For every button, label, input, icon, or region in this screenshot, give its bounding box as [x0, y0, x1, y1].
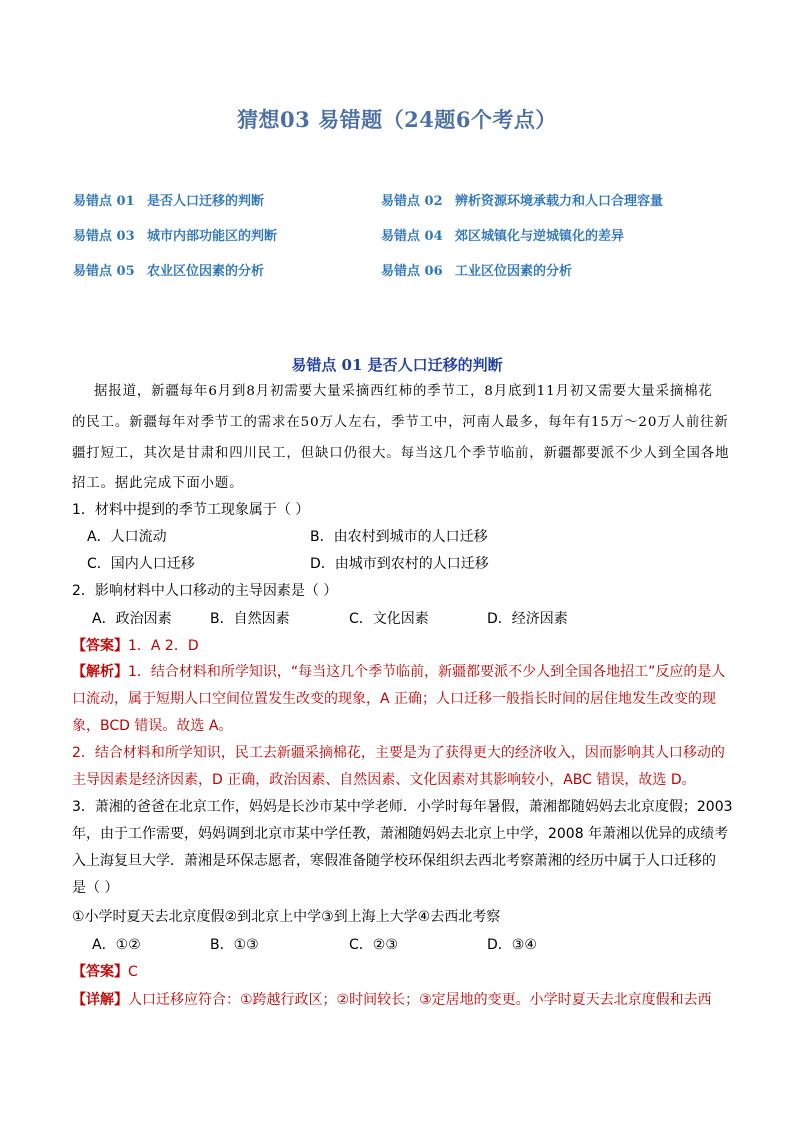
question-3-line: 3．萧湘的爸爸在北京工作，妈妈是长沙市某中学老师．小学时每年暑假，萧湘都随妈妈去北京度假；2003	[72, 799, 733, 815]
toc-item-02[interactable]	[381, 190, 663, 209]
question-3-line: 是（ ）	[72, 880, 119, 896]
toc-item-04[interactable]	[381, 225, 624, 244]
question-2-option-d: D．经济因素	[487, 611, 568, 627]
page-title: 猜想03 易错题（24题6个考点）	[237, 107, 557, 132]
passage-line: 的民工。新疆每年对季节工的需求在50万人左右，季节工中，河南人最多，每年有15万～20万人前往新	[72, 415, 729, 430]
passage-line: 据报道，新疆每年6月到8月初需要大量采摘西红柿的季节工，8月底到11月初又需要大量采摘棉花	[94, 384, 713, 399]
toc-item-01[interactable]	[73, 190, 264, 209]
question-2-option-b: B．自然因素	[210, 611, 290, 627]
question-1-option-b: B．由农村到城市的人口迁移	[310, 529, 488, 545]
analysis-tag: 【解析】	[72, 664, 128, 680]
analysis-line-5: 主导因素是经济因素，D 正确，政治因素、自然因素、文化因素对其影响较小，ABC 错误，故选 D。	[72, 772, 696, 788]
toc-item-number: 易错点 01	[73, 194, 135, 209]
toc-item-number: 易错点 03	[73, 229, 135, 244]
answer-tag: 【答案】	[72, 638, 128, 654]
answer-block-3	[72, 961, 138, 981]
question-3-line: 年，由于工作需要，妈妈调到北京市某中学任教，萧湘随妈妈去北京上中学，2008 年萧湘以优异的成绩考	[72, 826, 729, 842]
question-3-option-b: B．①③	[210, 937, 259, 953]
answer-block-1	[72, 635, 199, 655]
question-2-stem: 2．影响材料中人口移动的主导因素是（ ）	[72, 583, 338, 599]
toc-item-03[interactable]	[73, 225, 277, 244]
question-2-option-a: A．政治因素	[92, 611, 172, 627]
toc-item-number: 易错点 06	[381, 264, 443, 279]
question-3-line: 入上海复旦大学．萧湘是环保志愿者，寒假准备随学校环保组织去西北考察萧湘的经历中属于人口迁移的	[72, 853, 716, 869]
analysis-line-1	[72, 661, 725, 681]
question-3-option-c: C．②③	[349, 937, 398, 953]
question-1-option-a: A．人口流动	[87, 529, 167, 545]
question-1-option-d: D．由城市到农村的人口迁移	[310, 556, 489, 572]
toc-item-number: 易错点 02	[381, 194, 443, 209]
question-3-choices: ①小学时夏天去北京度假②到北京上中学③到上海上大学④去西北考察	[72, 909, 501, 925]
detail-line	[72, 989, 712, 1009]
detail-text: 人口迁移应符合：①跨越行政区；②时间较长；③定居地的变更。小学时夏天去北京度假和去西	[128, 992, 712, 1008]
toc-item-number: 易错点 04	[381, 229, 443, 244]
toc-item-number: 易错点 05	[73, 264, 135, 279]
question-2-option-c: C．文化因素	[349, 611, 429, 627]
analysis-line-2: 口流动，属于短期人口空间位置发生改变的现象，A 正确；人口迁移一般指长时间的居住地发生改变的现	[72, 691, 717, 707]
toc-item-label: 工业区位因素的分析	[455, 264, 573, 279]
toc-item-label: 郊区城镇化与逆城镇化的差异	[455, 229, 625, 244]
analysis-text: 1．结合材料和所学知识，“每当这几个季节临前，新疆都要派不少人到全国各地招工”反应的是人	[128, 664, 726, 680]
question-3-option-a: A．①②	[92, 937, 141, 953]
passage-line: 疆打短工，其次是甘肃和四川民工，但缺口仍很大。每当这几个季节临前，新疆都要派不少人到全国各地	[72, 446, 730, 461]
answer-text: 1．A 2．D	[128, 638, 199, 654]
detail-tag: 【详解】	[72, 992, 128, 1008]
answer-text: C	[128, 964, 138, 980]
answer-tag: 【答案】	[72, 964, 128, 980]
analysis-line-4: 2．结合材料和所学知识，民工去新疆采摘棉花，主要是为了获得更大的经济收入，因而影响其人口移动的	[72, 745, 725, 761]
passage-line: 招工。据此完成下面小题。	[72, 476, 244, 491]
toc-item-06[interactable]	[381, 260, 572, 279]
toc-item-05[interactable]	[73, 260, 264, 279]
toc-item-label: 是否人口迁移的判断	[147, 194, 265, 209]
toc-item-label: 辨析资源环境承载力和人口合理容量	[455, 194, 664, 209]
analysis-line-3: 象，BCD 错误。故选 A。	[72, 718, 233, 734]
toc-item-label: 农业区位因素的分析	[147, 264, 265, 279]
question-1-option-c: C．国内人口迁移	[87, 556, 195, 572]
question-1-stem: 1．材料中提到的季节工现象属于（ ）	[72, 502, 310, 518]
section-heading: 易错点 01 是否人口迁移的判断	[291, 356, 503, 374]
toc-item-label: 城市内部功能区的判断	[147, 229, 278, 244]
question-3-option-d: D．③④	[487, 937, 537, 953]
